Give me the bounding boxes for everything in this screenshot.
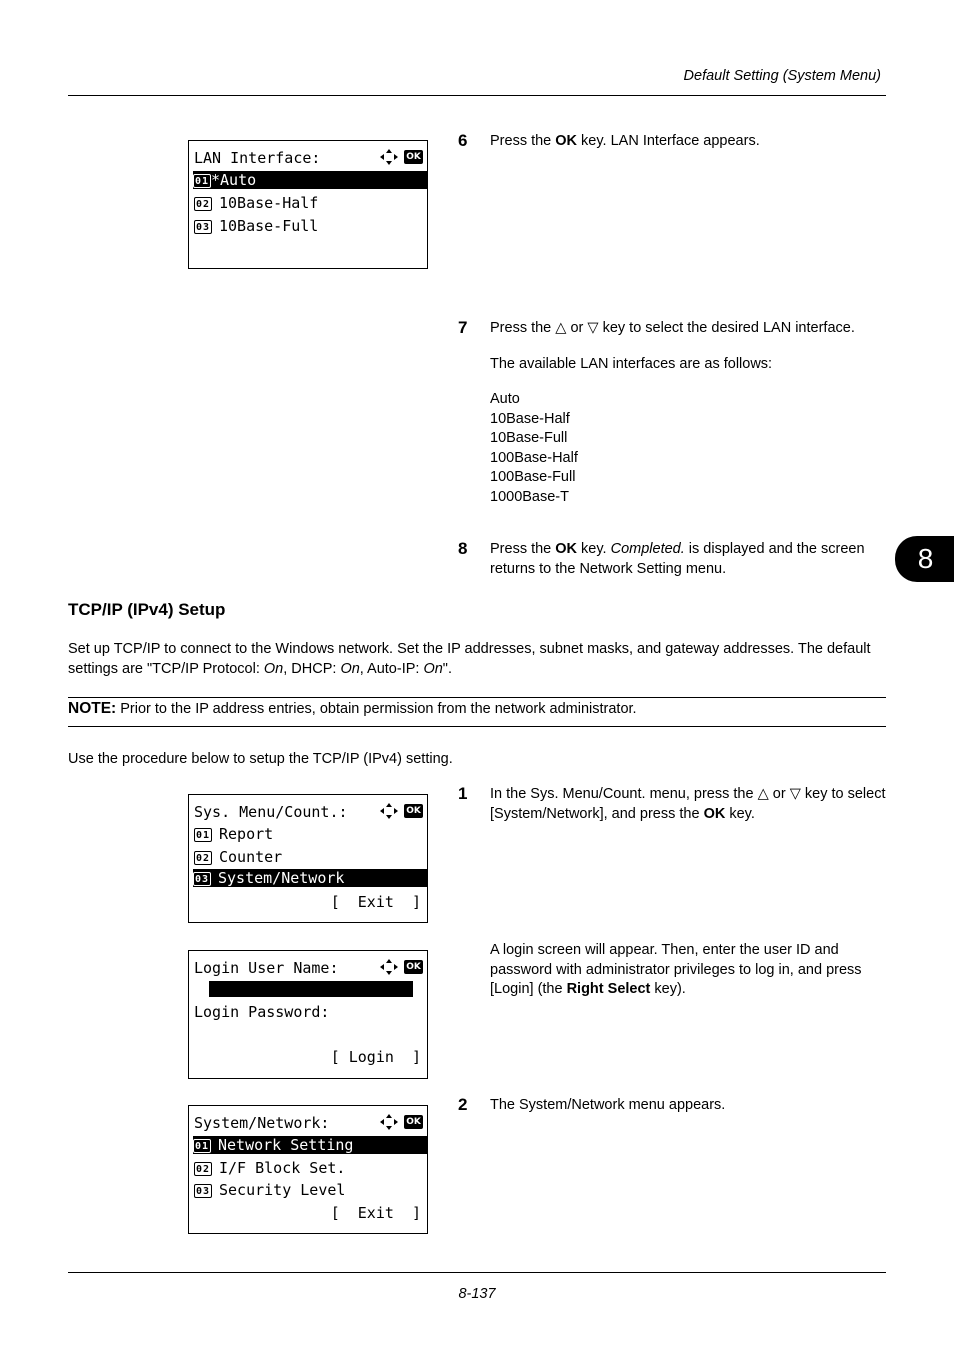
row-label: Report <box>219 825 274 843</box>
footer-rule <box>68 1272 886 1273</box>
lan-option: 10Base-Half <box>490 410 570 427</box>
procedure-text: Use the procedure below to setup the TCP/IP (IPv4) setting. <box>68 751 453 767</box>
step-number: 1 <box>458 784 468 803</box>
note: NOTE: Prior to the IP address entries, obtain permission from the network administrator. <box>68 700 637 717</box>
note-rule-top <box>68 697 886 698</box>
row-label: Security Level <box>219 1181 346 1199</box>
menu-row <box>193 1136 427 1154</box>
up-key-icon: △ <box>757 786 769 802</box>
lcd-lan-interface <box>188 140 428 269</box>
lcd-title: System/Network: <box>194 1114 330 1132</box>
step-number: 2 <box>458 1095 468 1114</box>
row-number: 01 <box>195 829 211 841</box>
row-label: 10Base-Half <box>219 194 319 212</box>
row-label: Counter <box>219 848 283 866</box>
up-key-icon: △ <box>555 320 567 336</box>
login-password-label: Login Password: <box>194 1003 330 1021</box>
menu-row <box>194 217 427 235</box>
header-rule <box>68 95 886 96</box>
cross-arrows-icon <box>379 148 399 166</box>
lan-option: 1000Base-T <box>490 488 569 505</box>
row-number: 02 <box>195 852 211 864</box>
menu-row <box>193 171 427 189</box>
ok-icon: OK <box>404 150 423 164</box>
lan-option: 100Base-Full <box>490 469 576 485</box>
step-8-text: Press the OK key. Completed. is displayed and the screen returns to the Network Setting menu. <box>490 541 865 577</box>
row-label: 10Base-Full <box>219 217 319 235</box>
lan-option: Auto <box>490 391 520 407</box>
lan-option: 100Base-Half <box>490 449 578 466</box>
section-heading: TCP/IP (IPv4) Setup <box>68 600 226 619</box>
menu-row <box>194 825 427 843</box>
ok-icon: OK <box>404 960 423 974</box>
row-number: 01 <box>194 175 210 187</box>
step-2-text: The System/Network menu appears. <box>490 1097 726 1113</box>
row-label: Network Setting <box>218 1136 354 1154</box>
row-number: 02 <box>195 198 211 210</box>
row-number: 03 <box>194 873 210 885</box>
cross-arrows-icon <box>379 958 399 976</box>
row-label: System/Network <box>218 869 345 887</box>
login-note-text: A login screen will appear. Then, enter the user ID and password with administrator privileges to log in, and press [Login] (the Right Select key). <box>490 942 862 997</box>
lcd-title: LAN Interface: <box>194 149 321 167</box>
lcd-title: Sys. Menu/Count.: <box>194 803 348 821</box>
softkey-login: [ Login ] <box>330 1048 421 1066</box>
menu-row <box>194 1181 427 1199</box>
running-header: Default Setting (System Menu) <box>683 68 881 84</box>
note-rule-bottom <box>68 726 886 727</box>
step-1-text: In the Sys. Menu/Count. menu, press the △ or ▽ key to select [System/Network], and press the OK key. <box>490 786 886 822</box>
lcd-system-network <box>188 1105 428 1234</box>
down-key-icon: ▽ <box>789 786 801 802</box>
step-6-text: Press the OK key. LAN Interface appears. <box>490 133 760 149</box>
menu-row <box>193 869 427 887</box>
menu-row <box>194 194 427 212</box>
step-number: 6 <box>458 131 468 150</box>
menu-row <box>194 1159 427 1177</box>
lcd-login <box>188 950 428 1079</box>
cross-arrows-icon <box>379 1113 399 1131</box>
ok-icon: OK <box>404 804 423 818</box>
page-number: 8-137 <box>458 1286 496 1302</box>
row-number: 03 <box>195 1185 211 1197</box>
row-label: *Auto <box>211 171 257 189</box>
ok-icon: OK <box>404 1115 423 1129</box>
row-number: 03 <box>195 221 211 233</box>
section-intro: Set up TCP/IP to connect to the Windows network. Set the IP addresses, subnet masks, and gateway addresses. The default settings are "TCP/IP Protocol: On, DHCP: On, Auto-IP: On". <box>68 641 871 677</box>
row-label: I/F Block Set. <box>219 1159 346 1177</box>
cross-arrows-icon <box>379 802 399 820</box>
softkey-exit: [ Exit ] <box>330 893 421 911</box>
down-key-icon: ▽ <box>587 320 599 336</box>
login-user-input <box>209 981 413 997</box>
lcd-sys-menu <box>188 794 428 923</box>
step-number: 7 <box>458 318 468 337</box>
row-number: 01 <box>194 1140 210 1152</box>
row-number: 02 <box>195 1163 211 1175</box>
step-number: 8 <box>458 539 468 558</box>
menu-row <box>194 848 427 866</box>
login-user-label: Login User Name: <box>194 959 339 977</box>
chapter-tab: 8 <box>895 536 954 582</box>
lan-option: 10Base-Full <box>490 430 568 446</box>
softkey-exit: [ Exit ] <box>330 1204 421 1222</box>
step-7-text: Press the △ or ▽ key to select the desired LAN interface. The available LAN interfaces are as follows: Auto 10Base-Half 10Base-Full 100Base-Half 100Base-Full 1000Base-T <box>490 319 886 507</box>
